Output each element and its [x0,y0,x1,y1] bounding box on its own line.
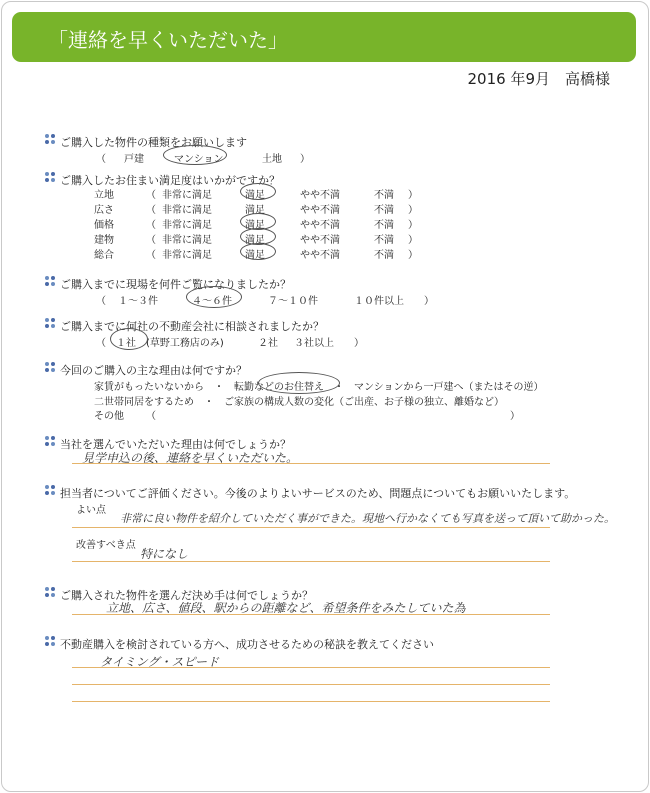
option-detached: 戸建 [124,154,144,165]
selection-circle [258,372,340,394]
improve-answer: 特になし [140,547,189,561]
paren-open: （ [96,338,106,349]
other-label: その他 [94,411,124,422]
option-1-3: １～３件 [118,296,158,307]
question-3-text: ご購入までに現場を何件ご覧になりましたか？ [60,278,291,291]
question-7 [60,485,575,501]
paren-open: （ [146,411,156,422]
improve-label: 改善すべき点 [76,540,136,551]
item-label: 立地 [94,190,114,201]
question-5-text: 今回のご購入の主な理由は何ですか？ [60,364,247,377]
item-label: 建物 [94,235,114,246]
option-2-companies: ２社 [258,338,278,349]
question-6-text: 当社を選んでいただいた理由は何でしょうか？ [60,438,291,451]
company-note: (草野工務店のみ) [146,338,224,349]
answer-line [72,667,550,668]
scale-satisfied: 満足 [245,235,265,246]
scale-dissatisfied: 不満 [374,235,394,246]
option-7-10: ７～１０件 [268,296,318,307]
option-3plus: ３社以上 [294,338,334,349]
answer-8: 立地、広さ、値段、駅からの距離など、希望条件をみたしていた為 [106,601,466,615]
paren-open: （ [146,250,156,261]
paren-open: （ [96,154,106,165]
answer-9: タイミング・スピード [100,655,220,669]
selection-circle [163,145,227,165]
selection-circle [240,243,276,260]
scale-somewhat: やや不満 [300,235,340,246]
question-5 [60,362,247,378]
answer-line [72,684,550,685]
paren-close: ） [510,411,520,422]
paren-close: ） [300,154,310,165]
bullet-dots-icon [45,318,56,329]
paren-open: （ [146,235,156,246]
bullet-dots-icon [45,172,56,183]
paren-close: ） [408,205,418,216]
scale-dissatisfied: 不満 [374,190,394,201]
paren-close: ） [408,250,418,261]
item-label: 広さ [94,205,114,216]
good-answer: 非常に良い物件を紹介していただく事ができた。現地へ行かなくても写真を送って頂いて助かった。 [120,512,615,525]
date-author: 2016 年9月 高橋様 [467,70,610,88]
question-4-text: ご購入までに何社の不動産会社に相談されましたか？ [60,320,324,333]
option-10plus: １０件以上 [354,296,404,307]
bullet-dots-icon [45,636,56,647]
answer-line [72,561,550,562]
scale-very-satisfied: 非常に満足 [162,250,212,261]
bullet-dots-icon [45,485,56,496]
answer-6: 見学申込の後、連絡を早くいただいた。 [82,451,299,465]
question-8-text: ご購入された物件を選んだ決め手は何でしょうか？ [60,589,313,602]
answer-line [72,701,550,702]
scale-dissatisfied: 不満 [374,220,394,231]
paren-open: （ [146,220,156,231]
bullet-dots-icon [45,134,56,145]
option-4-6: ４～６件 [192,296,232,307]
answer-line [72,463,550,464]
selection-circle [110,328,148,350]
q1-options [72,150,552,164]
answer-line [72,527,550,528]
scale-dissatisfied: 不満 [374,205,394,216]
answer-line [72,614,550,615]
question-1-text: ご購入した物件の種類をお願いします [60,136,247,149]
paren-open: （ [96,296,106,307]
scale-very-satisfied: 非常に満足 [162,220,212,231]
good-label: よい点 [76,505,106,516]
bullet-dots-icon [45,587,56,598]
scale-somewhat: やや不満 [300,205,340,216]
title-banner [12,12,636,62]
page-title: 「連絡を早くいただいた」 [48,28,288,52]
scale-somewhat: やや不満 [300,250,340,261]
option-1-company: １社 [116,338,136,349]
item-label: 総合 [94,250,114,261]
bullet-dots-icon [45,276,56,287]
q5-line-2: 二世帯同居をするため ・ ご家族の構成人数の変化（ご出産、お子様の独立、離婚など） [94,397,504,408]
q5-line-3 [94,407,524,421]
scale-somewhat: やや不満 [300,220,340,231]
scale-dissatisfied: 不満 [374,250,394,261]
question-3 [60,276,291,292]
selection-circle [186,286,242,308]
q5-line-1: 家賃がもったいないから ・ 転勤などのお住替え ・ マンションから一戸建へ（またはその逆） [94,382,544,393]
option-mansion: マンション [174,154,224,165]
bullet-dots-icon [45,362,56,373]
selection-circle [240,183,276,200]
scale-satisfied: 満足 [245,250,265,261]
scale-very-satisfied: 非常に満足 [162,190,212,201]
paren-close: ） [424,296,434,307]
paren-close: ） [354,338,364,349]
paren-close: ） [408,235,418,246]
question-7-text: 担当者についてご評価ください。今後のよりよいサービスのため、問題点についてもお願いいたします。 [60,487,576,500]
scale-satisfied: 満足 [245,205,265,216]
question-9 [60,636,434,652]
paren-close: ） [408,220,418,231]
scale-very-satisfied: 非常に満足 [162,205,212,216]
paren-open: （ [146,205,156,216]
question-9-text: 不動産購入を検討されている方へ、成功させるための秘訣を教えてください [60,638,434,651]
scale-satisfied: 満足 [245,190,265,201]
paren-close: ） [408,190,418,201]
scale-satisfied: 満足 [245,220,265,231]
question-4 [60,318,324,334]
question-2-text: ご購入したお住まい満足度はいかがですか？ [60,174,280,187]
bullet-dots-icon [45,436,56,447]
scale-somewhat: やや不満 [300,190,340,201]
item-label: 価格 [94,220,114,231]
option-land: 土地 [262,154,282,165]
q3-options [72,292,472,306]
scale-very-satisfied: 非常に満足 [162,235,212,246]
paren-open: （ [146,190,156,201]
